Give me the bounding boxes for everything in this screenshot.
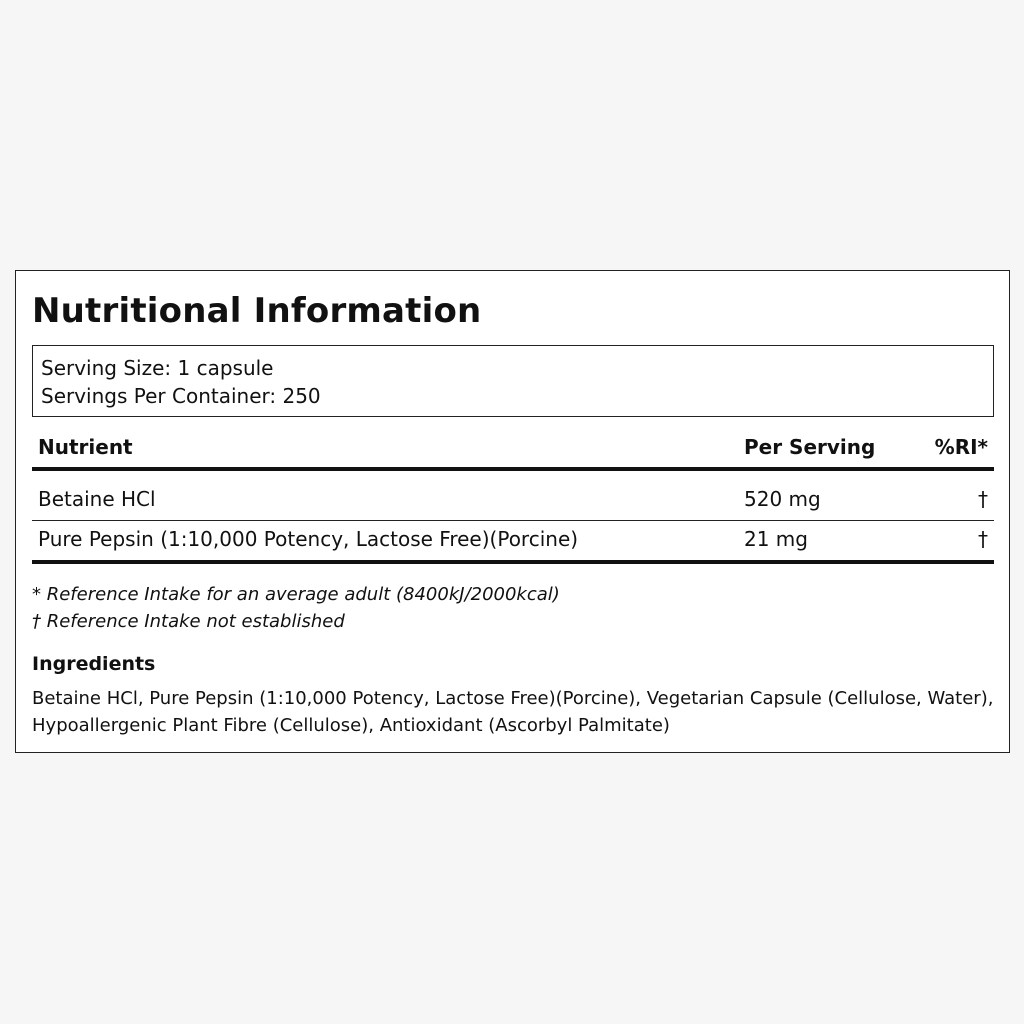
servings-per-container: Servings Per Container: 250 bbox=[41, 384, 321, 408]
table-row bbox=[32, 521, 994, 564]
nutrient-table bbox=[32, 431, 994, 564]
nutrition-panel bbox=[15, 270, 1010, 753]
footnote-ri: * Reference Intake for an average adult (8400kJ/2000kcal) bbox=[32, 584, 560, 605]
nutrient-amount: 21 mg bbox=[744, 527, 808, 551]
table-header-row bbox=[32, 431, 994, 471]
header-per-serving: Per Serving bbox=[744, 435, 876, 459]
header-nutrient: Nutrient bbox=[38, 435, 133, 459]
page-title: Nutritional Information bbox=[32, 291, 482, 331]
nutrient-name: Pure Pepsin (1:10,000 Potency, Lactose Free)(Porcine) bbox=[38, 527, 579, 551]
ingredients-text bbox=[32, 685, 992, 739]
table-row bbox=[32, 471, 994, 521]
nutrient-name: Betaine HCl bbox=[38, 487, 156, 511]
nutrient-ri: † bbox=[978, 487, 988, 511]
footnote-dagger: † Reference Intake not established bbox=[32, 611, 345, 632]
ingredients-line: Betaine HCl, Pure Pepsin (1:10,000 Potency, Lactose Free)(Porcine), Vegetarian Capsule (Cellulose, Water), bbox=[32, 688, 994, 709]
serving-size: Serving Size: 1 capsule bbox=[41, 356, 274, 380]
serving-info-box bbox=[32, 345, 994, 417]
header-ri: %RI* bbox=[934, 435, 988, 459]
nutrient-amount: 520 mg bbox=[744, 487, 821, 511]
ingredients-line: Hypoallergenic Plant Fibre (Cellulose), Antioxidant (Ascorbyl Palmitate) bbox=[32, 715, 670, 736]
nutrient-ri: † bbox=[978, 527, 988, 551]
ingredients-title: Ingredients bbox=[32, 653, 156, 675]
footnotes bbox=[32, 581, 560, 635]
